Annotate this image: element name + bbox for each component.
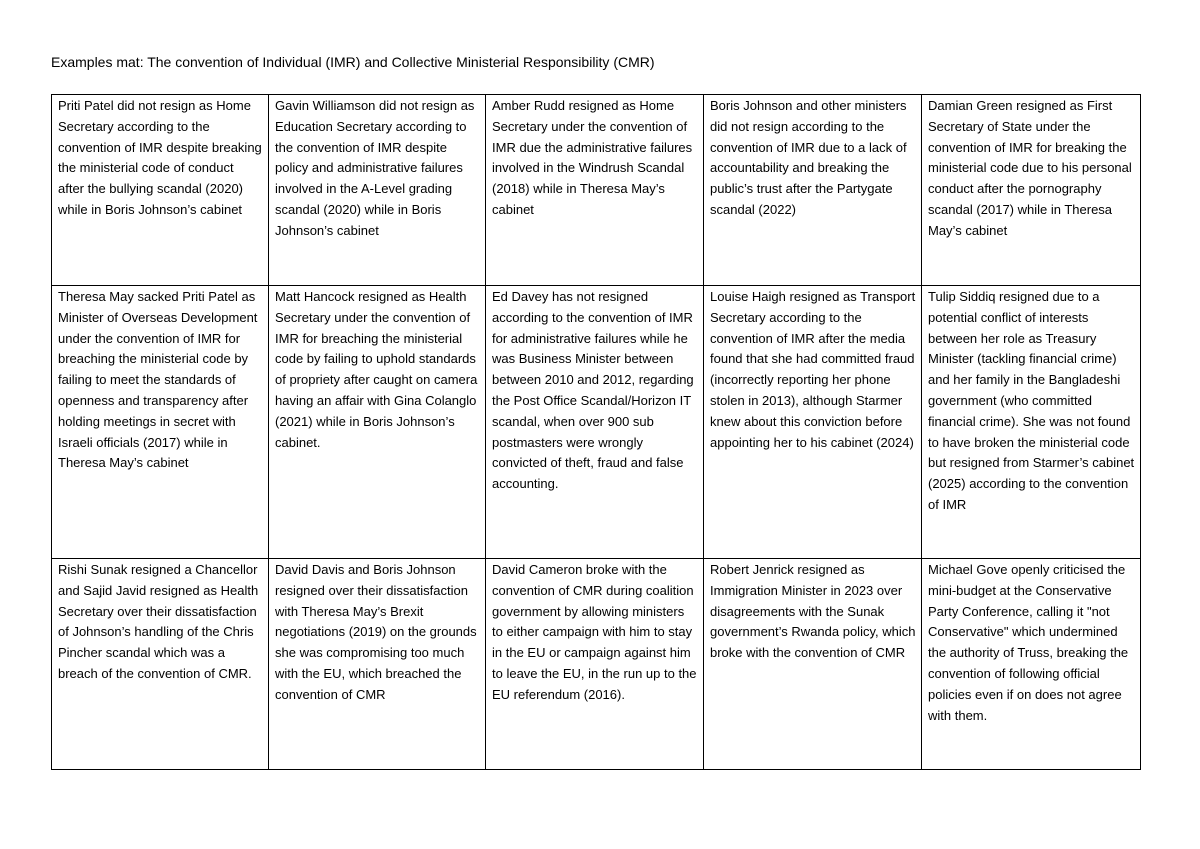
table-row bbox=[52, 95, 1141, 286]
table-cell: Boris Johnson and other ministers did not resign according to the convention of IMR due to a lack of accountability and breaking the public’s trust after the Partygate scandal (2022) bbox=[704, 95, 922, 286]
examples-table bbox=[51, 94, 1141, 770]
table-cell: Priti Patel did not resign as Home Secretary according to the convention of IMR despite breaking the ministerial code of conduct after the bullying scandal (2020) while in Boris Johnson’s cabinet bbox=[52, 95, 269, 286]
table-row bbox=[52, 286, 1141, 559]
table-cell: Gavin Williamson did not resign as Education Secretary according to the convention of IMR despite policy and administrative failures involved in the A-Level grading scandal (2020) while in Boris Johnson’s cabinet bbox=[269, 95, 486, 286]
table-cell: Theresa May sacked Priti Patel as Minister of Overseas Development under the convention of IMR for breaching the ministerial code by failing to meet the standards of openness and transparency after holding meetings in secret with Israeli officials (2017) while in Theresa May’s cabinet bbox=[52, 286, 269, 559]
table-cell: Rishi Sunak resigned a Chancellor and Sajid Javid resigned as Health Secretary over their dissatisfaction of Johnson’s handling of the Chris Pincher scandal which was a breach of the convention of CMR. bbox=[52, 559, 269, 770]
table-cell: Damian Green resigned as First Secretary of State under the convention of IMR for breaking the ministerial code due to his personal conduct after the pornography scandal (2017) while in Theresa May’s cabinet bbox=[922, 95, 1141, 286]
table-cell: Michael Gove openly criticised the mini-budget at the Conservative Party Conference, calling it "not Conservative" which undermined the authority of Truss, breaking the convention of following official policies even if on does not agree with them. bbox=[922, 559, 1141, 770]
table-cell: David Cameron broke with the convention of CMR during coalition government by allowing ministers to either campaign with him to stay in the EU or campaign against him to leave the EU, in the run up to the EU referendum (2016). bbox=[486, 559, 704, 770]
table-cell: Louise Haigh resigned as Transport Secretary according to the convention of IMR after the media found that she had committed fraud (incorrectly reporting her phone stolen in 2013), although Starmer knew about this conviction before appointing her to his cabinet (2024) bbox=[704, 286, 922, 559]
table-cell: Tulip Siddiq resigned due to a potential conflict of interests between her role as Treasury Minister (tackling financial crime) and her family in the Bangladeshi government (who committed financial crime). She was not found to have broken the ministerial code but resigned from Starmer’s cabinet (2025) according to the convention of IMR bbox=[922, 286, 1141, 559]
table-cell: David Davis and Boris Johnson resigned over their dissatisfaction with Theresa May’s Brexit negotiations (2019) on the grounds she was compromising too much with the EU, which breached the convention of CMR bbox=[269, 559, 486, 770]
table-cell: Ed Davey has not resigned according to the convention of IMR for administrative failures while he was Business Minister between between 2010 and 2012, regarding the Post Office Scandal/Horizon IT scandal, when over 900 sub postmasters were wrongly convicted of theft, fraud and false accounting. bbox=[486, 286, 704, 559]
table-cell: Amber Rudd resigned as Home Secretary under the convention of IMR due the administrative failures involved in the Windrush Scandal (2018) while in Theresa May’s cabinet bbox=[486, 95, 704, 286]
table-cell: Matt Hancock resigned as Health Secretary under the convention of IMR for breaching the ministerial code by failing to uphold standards of propriety after caught on camera having an affair with Gina Colanglo (2021) while in Boris Johnson’s cabinet. bbox=[269, 286, 486, 559]
table-row bbox=[52, 559, 1141, 770]
page-title: Examples mat: The convention of Individual (IMR) and Collective Ministerial Responsibility (CMR) bbox=[51, 54, 655, 70]
table-cell: Robert Jenrick resigned as Immigration Minister in 2023 over disagreements with the Sunak government’s Rwanda policy, which broke with the convention of CMR bbox=[704, 559, 922, 770]
